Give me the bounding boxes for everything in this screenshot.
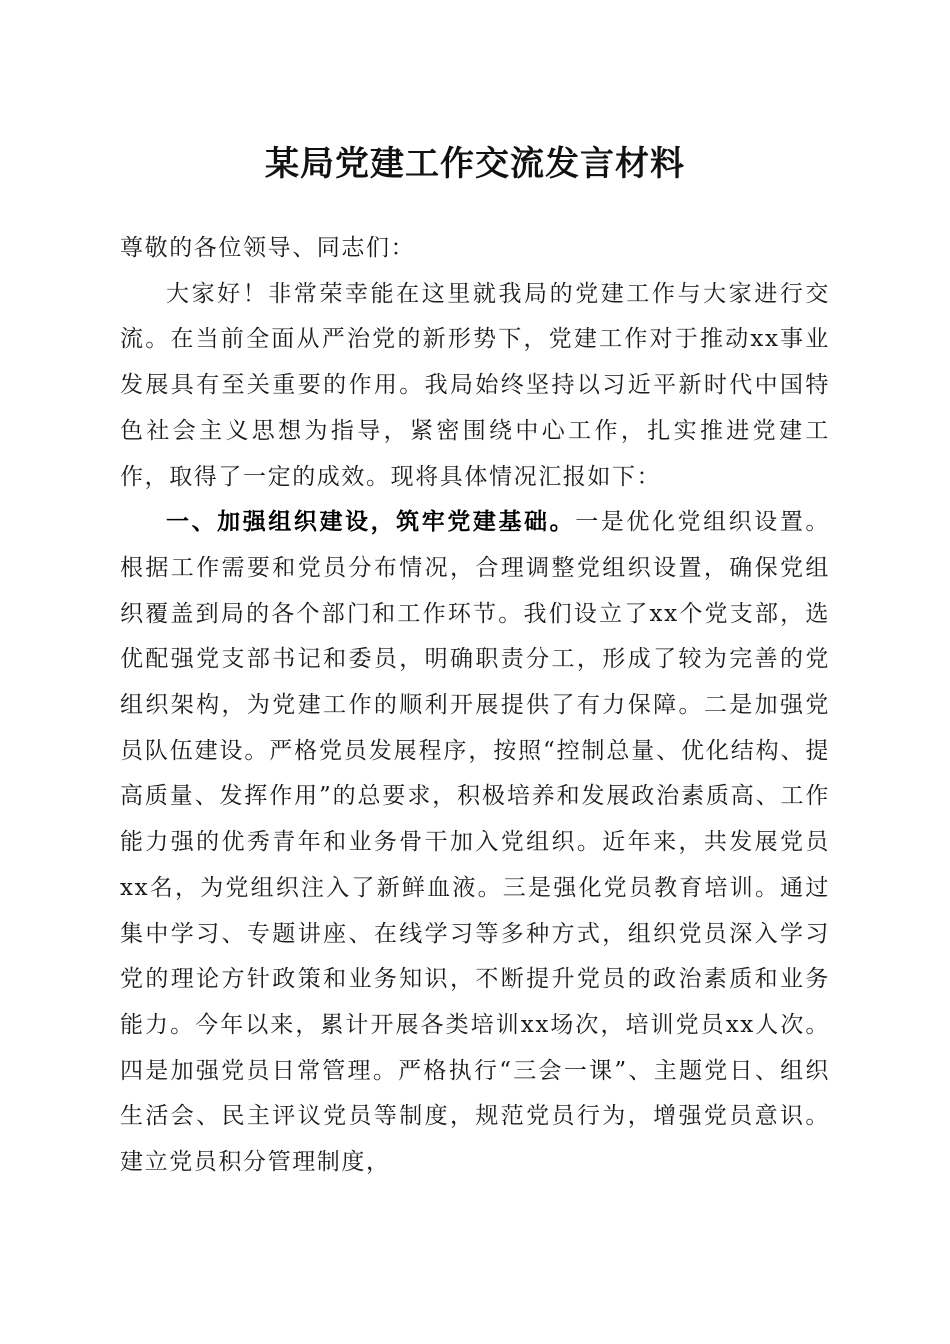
document-title: 某局党建工作交流发言材料: [265, 144, 685, 184]
section-1-paragraph: [120, 500, 830, 1186]
section-1-body: 一是优化党组织设置。根据工作需要和党员分布情况，合理调整党组织设置，确保党组织覆盖到局的各个部门和工作环节。我们设立了xx个党支部，选优配强党支部书记和委员，明确职责分工，形成了较为完善的党组织架构，为党建工作的顺利开展提供了有力保障。二是加强党员队伍建设。严格党员发展程序，按照“控制总量、优化结构、提高质量、发挥作用”的总要求，积极培养和发展政治素质高、工作能力强的优秀青年和业务骨干加入党组织。近年来，共发展党员xx名，为党组织注入了新鲜血液。三是强化党员教育培训。通过集中学习、专题讲座、在线学习等多种方式，组织党员深入学习党的理论方针政策和业务知识，不断提升党员的政治素质和业务能力。今年以来，累计开展各类培训xx场次，培训党员xx人次。四是加强党员日常管理。严格执行“三会一课”、主题党日、组织生活会、民主评议党员等制度，规范党员行为，增强党员意识。建立党员积分管理制度，: [120, 509, 830, 1176]
salutation: 尊敬的各位领导、同志们：: [120, 235, 416, 261]
intro-paragraph: 大家好！非常荣幸能在这里就我局的党建工作与大家进行交流。在当前全面从严治党的新形势下，党建工作对于推动xx事业发展具有至关重要的作用。我局始终坚持以习近平新时代中国特色社会主义思想为指导，紧密围绕中心工作，扎实推进党建工作，取得了一定的成效。现将具体情况汇报如下：: [120, 280, 830, 490]
document-body: [120, 226, 830, 1186]
section-1-heading: 一、加强组织建设，筑牢党建基础。: [166, 509, 576, 536]
